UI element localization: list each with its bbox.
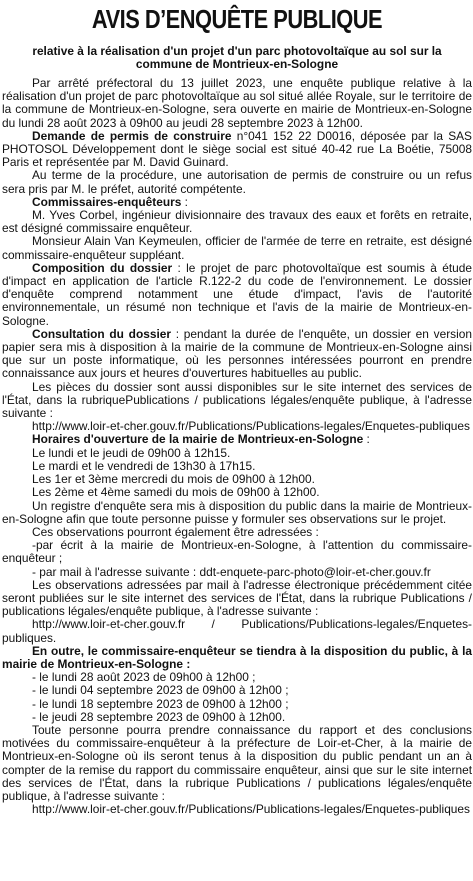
url-publications-3[interactable]: http://www.loir-et-cher.gouv.fr/Publications/Publications-legales/Enquetes-publiques (32, 802, 470, 817)
permis-text: n°041 152 22 D0016, déposée par la SAS PHOTOSOL Développement dont le siège social est situé 40-42 rue La Boétie, 75008 Paris et représentée par M. David Guinard. (2, 128, 472, 170)
consultation-heading: Consultation du dossier (32, 326, 171, 341)
permanence-date: - le lundi 28 août 2023 de 09h00 à 12h00 ; (32, 670, 256, 685)
permanences-heading-suffix: : (183, 656, 191, 671)
subtitle-line-2: commune de Montrieux-en-Sologne (135, 57, 339, 71)
permis-paragraph (2, 130, 472, 170)
url-publications-2[interactable]: http://www.loir-et-cher.gouv.fr / Publications/Publications-legales/Enquetes-publiques. (2, 617, 472, 645)
commissaire-titulaire: M. Yves Corbel, ingénieur divisionnaire des travaux des eaux et forêts en retraite, est désigné commissaire enquêteur. (2, 208, 472, 236)
commissaires-heading-suffix: : (181, 194, 188, 209)
consultation-text: : pendant la durée de l'enquête, un dossier en version papier sera mis à disposition à la mairie de la commune de Montrieux-en-Sologne ainsi que sur un poste informatique, où les personnes intéressées pourront en prendre connaissance aux jours et heures d'ouvertures habituelles au public. (2, 326, 472, 381)
horaires-line: Les 2ème et 4ème samedi du mois de 09h00 à 12h00. (32, 485, 320, 500)
subtitle-line-1: relative à la réalisation d'un projet d'un parc photovoltaïque au sol sur la (32, 44, 442, 58)
notice-subtitle (2, 45, 472, 71)
observations-mail: - par mail à l'adresse suivante : ddt-enquete-parc-photo@loir-et-cher.gouv.fr (32, 564, 431, 579)
horaires-line: Le lundi et le jeudi de 09h00 à 12h15. (32, 445, 231, 460)
permanences-heading: En outre, le commissaire-enquêteur se tiendra à la disposition du public, à la mairie de Montrieux-en-Sologne (2, 643, 472, 671)
pieces-paragraph: Les pièces du dossier sont aussi disponibles sur le site internet des services de l'État, dans la rubriquePublications / publications légales/enquête publique, à l'adresse suivante : (2, 379, 472, 421)
commissaire-suppleant: Monsieur Alain Van Keymeulen, officier de l'armée de terre en retraite, est désigné commissaire-enquêteur suppléant. (2, 234, 472, 262)
permanence-date: - le lundi 18 septembre 2023 de 09h00 à 12h00 ; (32, 696, 289, 711)
intro-paragraph: Par arrêté préfectoral du 13 juillet 2023, une enquête publique relative à la réalisation d'un projet de parc photovoltaïque au sol situé allée Royale, sur le territoire de la commune de Montrieux-en-Sologne, sera ouverte en mairie de Montrieux-en-Sologne du lundi 28 août 2023 à 09h00 au jeudi 28 septembre 2023 à 12h00. (2, 76, 472, 130)
composition-heading: Composition du dossier (32, 260, 173, 275)
terme-paragraph: Au terme de la procédure, une autorisation de permis de construire ou un refus sera pris par M. le préfet, autorité compétente. (2, 168, 472, 196)
observations-ecrit: -par écrit à la mairie de Montrieux-en-Sologne, à l'attention du commissaire-enquêteur ; (2, 538, 472, 566)
permis-heading: Demande de permis de construire (32, 128, 232, 143)
horaires-line: Les 1er et 3ème mercredi du mois de 09h00 à 12h00. (32, 472, 315, 487)
consultation-paragraph (2, 328, 472, 381)
horaires-line: Le mardi et le vendredi de 13h30 à 17h15. (32, 458, 256, 473)
commissaires-heading: Commissaires-enquêteurs (32, 194, 182, 209)
permanence-date: - le jeudi 28 septembre 2023 de 09h00 à 12h00. (32, 709, 286, 724)
notice-title: AVIS D’ENQUÊTE PUBLIQUE (91, 4, 383, 34)
observations-intro: Ces observations pourront également être adressées : (32, 524, 319, 539)
permanence-date: - le lundi 04 septembre 2023 de 09h00 à 12h00 ; (32, 683, 289, 698)
composition-text: : le projet de parc photovoltaïque est soumis à étude d'impact en application de l'article R.122-2 du code de l'environnement. Le dossier d'enquête comprend notamment une étude d'impact, l'avis de l'autorité environnementale, un résumé non technique et l'avis de la mairie de Montrieux-en-Sologne. (2, 260, 472, 328)
permanences-heading-line (2, 645, 472, 671)
registre-paragraph: Un registre d'enquête sera mis à disposition du public dans la mairie de Montrieux-en-Sologne afin que toute personne puisse y formuler ses observations sur le projet. (2, 498, 472, 526)
url-publications-1[interactable]: http://www.loir-et-cher.gouv.fr/Publications/Publications-legales/Enquetes-publiques (32, 419, 470, 434)
horaires-heading-suffix: : (363, 432, 370, 447)
composition-paragraph (2, 262, 472, 328)
horaires-heading: Horaires d'ouverture de la mairie de Montrieux-en-Sologne (32, 432, 364, 447)
horaires-heading-line (2, 433, 472, 446)
rapport-paragraph: Toute personne pourra prendre connaissance du rapport et des conclusions motivées du commissaire-enquêteur à la préfecture de Loir-et-Cher, à la mairie de Montrieux-en-Sologne où ils seront tenus à la disposition du public pendant un an à compter de la remise du rapport du commissaire enquêteur, ainsi que sur le site internet des services de l'État, dans la rubrique Publications / publications légales/enquête publique, à l'adresse suivante : (2, 722, 472, 803)
observations-publiees: Les observations adressées par mail à l'adresse électronique précédemment citée seront publiées sur le site internet des services de l'État, dans la rubrique Publications / publications légales/enquête publique, à l'adresse suivante : (2, 577, 472, 619)
